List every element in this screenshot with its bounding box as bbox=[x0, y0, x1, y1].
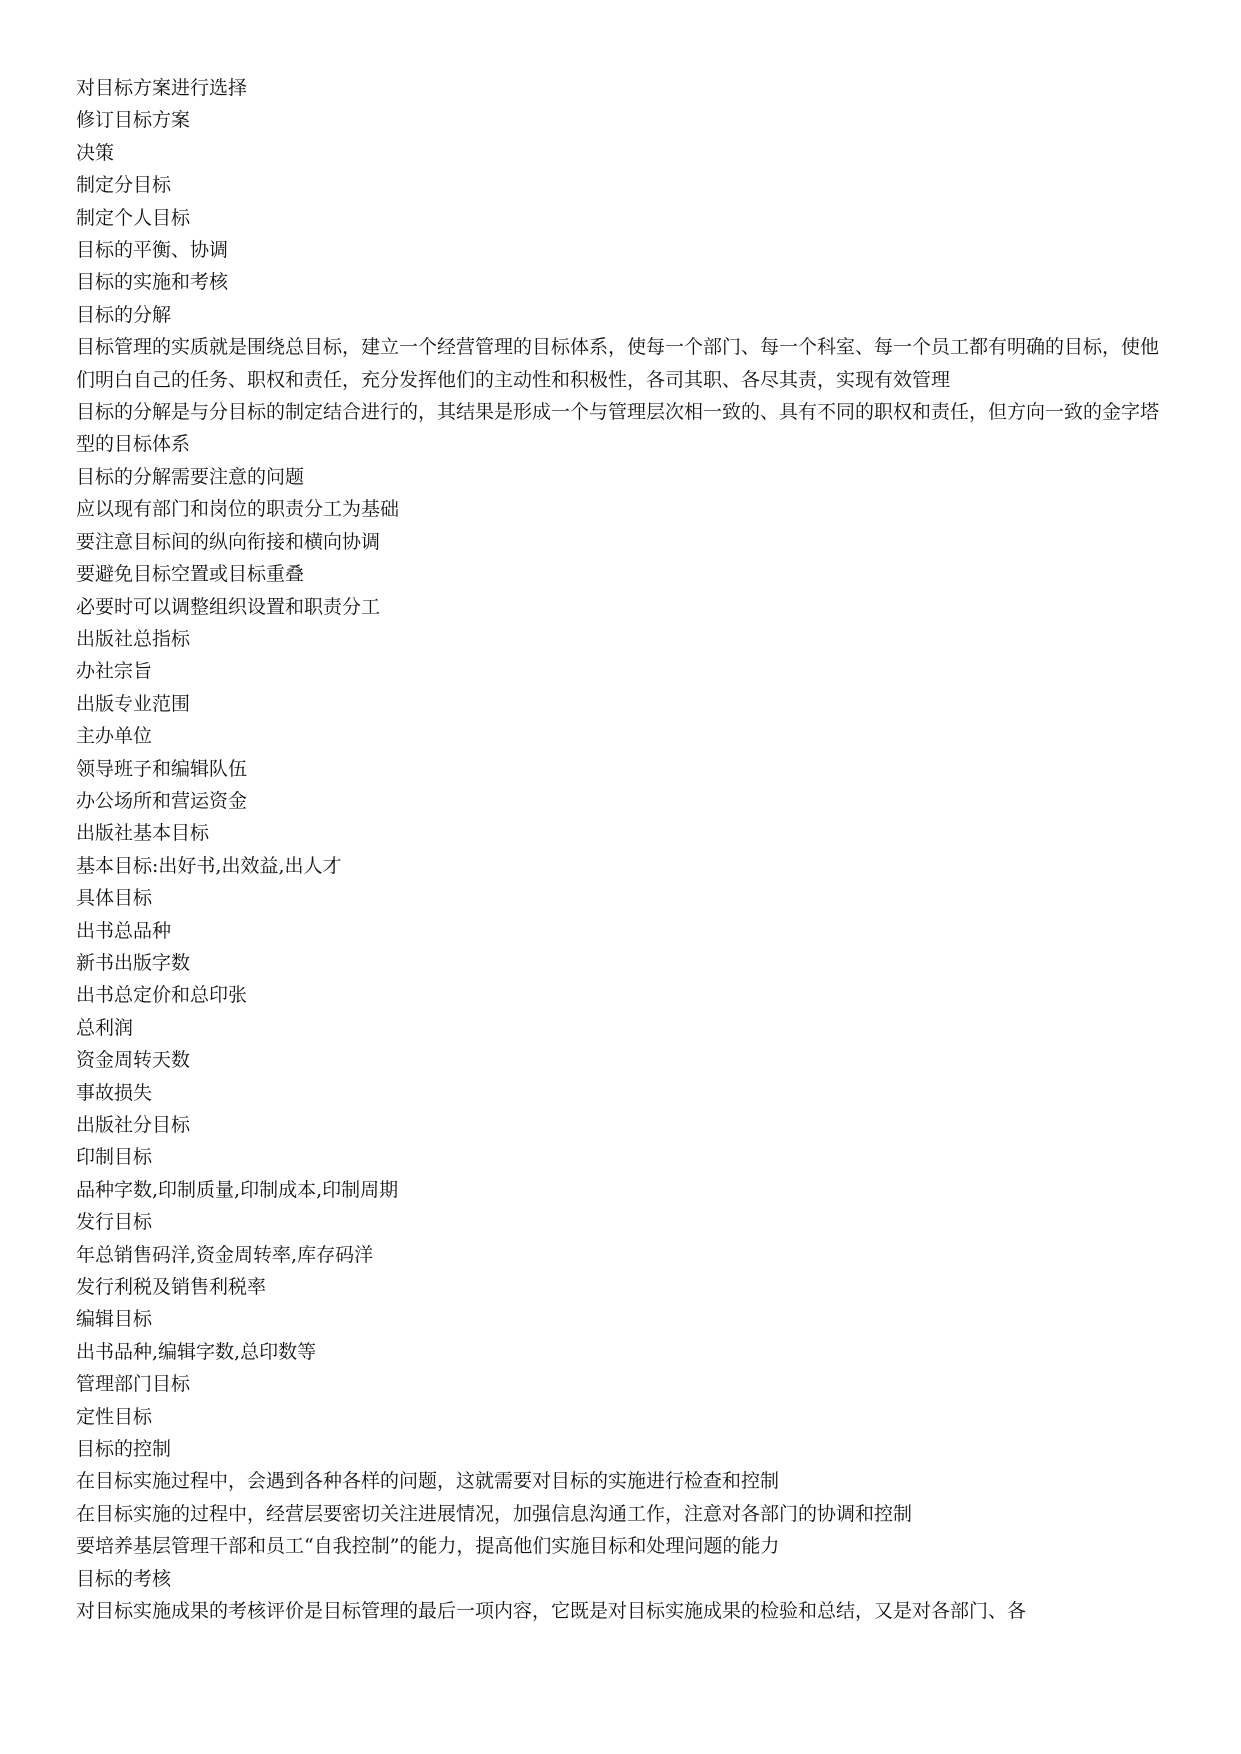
text-line: 目标的实施和考核 bbox=[76, 271, 229, 294]
text-line: 修订目标方案 bbox=[76, 109, 191, 132]
text-line: 目标的分解需要注意的问题 bbox=[76, 465, 305, 488]
text-line: 出版专业范围 bbox=[76, 692, 191, 715]
text-line: 新书出版字数 bbox=[76, 951, 191, 974]
text-line: 在目标实施的过程中，经营层要密切关注进展情况，加强信息沟通工作，注意对各部门的协调和控制 bbox=[76, 1502, 913, 1525]
text-line: 出书总品种 bbox=[76, 919, 172, 942]
text-line: 年总销售码洋,资金周转率,库存码洋 bbox=[76, 1243, 374, 1266]
text-line: 出版社分目标 bbox=[76, 1114, 191, 1136]
text-line: 目标的控制 bbox=[76, 1438, 172, 1461]
text-line: 出版社总指标 bbox=[76, 627, 191, 650]
text-line: 出书品种,编辑字数,总印数等 bbox=[76, 1340, 317, 1363]
text-line: 基本目标:出好书,出效益,出人才 bbox=[76, 854, 342, 877]
text-line: 对目标方案进行选择 bbox=[76, 77, 248, 99]
text-line: 办社宗旨 bbox=[76, 660, 153, 683]
paragraph: 目标的分解是与分目标的制定结合进行的，其结果是形成一个与管理层次相一致的、具有不同的职权和责任，但方向一致的金字塔型的目标体系 bbox=[76, 401, 1160, 456]
text-line: 主办单位 bbox=[76, 725, 153, 748]
text-line: 出版社基本目标 bbox=[76, 822, 210, 845]
paragraph: 目标管理的实质就是围绕总目标，建立一个经营管理的目标体系，使每一个部门、每一个科室、每一个员工都有明确的目标，使他们明白自己的任务、职权和责任，充分发挥他们的主动性和积极性，各司其职、各尽其责，实现有效管理 bbox=[76, 336, 1160, 391]
text-line: 要培养基层管理干部和员工“自我控制”的能力，提高他们实施目标和处理问题的能力 bbox=[76, 1535, 780, 1558]
text-line: 领导班子和编辑队伍 bbox=[76, 757, 248, 780]
text-line: 事故损失 bbox=[76, 1081, 153, 1104]
paragraph: 对目标实施成果的考核评价是目标管理的最后一项内容，它既是对目标实施成果的检验和总结，又是对各部门、各 bbox=[76, 1600, 1027, 1623]
text-line: 要注意目标间的纵向衔接和横向协调 bbox=[76, 530, 381, 553]
text-line: 决策 bbox=[76, 141, 115, 164]
text-line: 目标的平衡、协调 bbox=[76, 239, 229, 262]
text-line: 要避免目标空置或目标重叠 bbox=[76, 563, 305, 586]
text-line: 目标的考核 bbox=[76, 1567, 172, 1590]
text-line: 发行目标 bbox=[76, 1211, 153, 1234]
text-line: 目标的分解 bbox=[76, 303, 172, 326]
text-line: 总利润 bbox=[76, 1016, 134, 1039]
text-line: 出书总定价和总印张 bbox=[76, 984, 248, 1007]
text-line: 编辑目标 bbox=[76, 1308, 153, 1331]
text-line: 在目标实施过程中，会遇到各种各样的问题，这就需要对目标的实施进行检查和控制 bbox=[76, 1470, 780, 1493]
text-line: 办公场所和营运资金 bbox=[76, 789, 248, 812]
text-line: 制定分目标 bbox=[76, 174, 172, 197]
text-line: 品种字数,印制质量,印制成本,印制周期 bbox=[76, 1178, 399, 1201]
text-line: 具体目标 bbox=[76, 887, 153, 910]
text-line: 发行利税及销售利税率 bbox=[76, 1276, 267, 1299]
text-line: 必要时可以调整组织设置和职责分工 bbox=[76, 595, 381, 618]
text-line: 应以现有部门和岗位的职责分工为基础 bbox=[76, 498, 400, 521]
text-line: 定性目标 bbox=[76, 1405, 153, 1428]
text-line: 制定个人目标 bbox=[76, 206, 191, 229]
text-line: 管理部门目标 bbox=[76, 1373, 191, 1396]
text-line: 资金周转天数 bbox=[76, 1049, 191, 1072]
document-page bbox=[76, 72, 1166, 1628]
text-line: 印制目标 bbox=[76, 1146, 153, 1169]
